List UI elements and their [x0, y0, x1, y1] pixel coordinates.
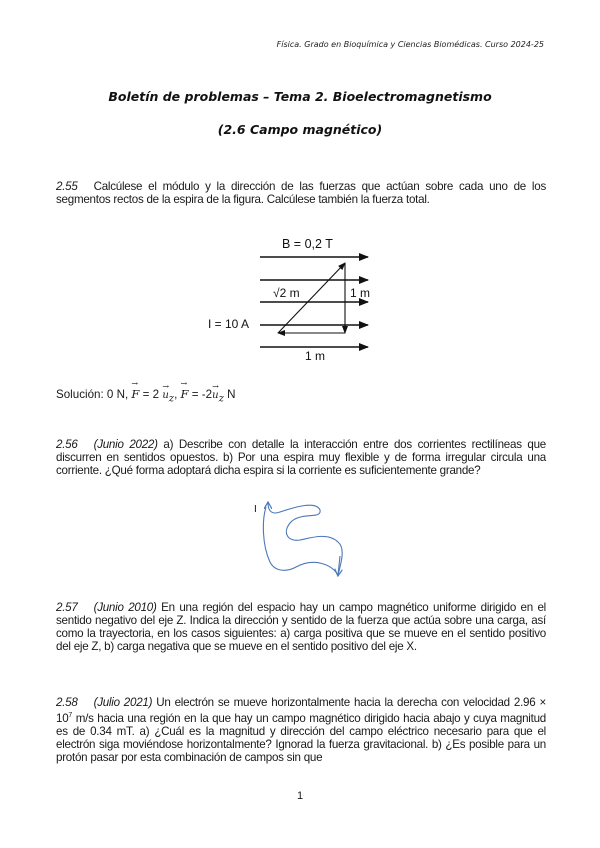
- force-vector-symbol: → F: [131, 387, 139, 401]
- flexible-loop: [263, 503, 342, 575]
- unit-vector-symbol: → u: [212, 390, 218, 401]
- current-symbol-label: I: [254, 504, 257, 515]
- problem-text: a) Describe con detalle la interacción entre dos corrientes rectilíneas que discurren en sentidos opuestos. b) Por una espira muy flexible y de forma irregular circula una corriente. ¿Qué forma adoptará dicha espira si la corriente es suficientemente grande?: [56, 438, 547, 477]
- problem-text-continued: m/s hacia una región en la que hay un campo magnético dirigido hacia abajo y cuya magnitud es de 0.34 mT. a) ¿Cuál es la magnitud y dirección del campo eléctrico necesario para que el electrón siga moviéndose horizontalmente? Ignorad la fuerza gravitacional. b) ¿Es posible para un protón pasar por esta combinación de campos sin que: [56, 711, 546, 764]
- solution-separator: ,: [174, 388, 181, 401]
- unit-vector-symbol: → u: [162, 390, 168, 401]
- exponent: 7: [68, 712, 73, 719]
- unit-vector-subscript: z: [218, 393, 224, 405]
- vertical-length-label: 1 m: [350, 286, 371, 300]
- problem-text: Un electrón se mueve horizontalmente hacia la derecha con velocidad 2.96 × 10: [56, 696, 546, 725]
- solution-prefix: Solución: 0 N,: [56, 388, 132, 401]
- diagonal-length-label: √2 m: [273, 286, 300, 300]
- force-vector-symbol: → F: [181, 387, 189, 401]
- problem-text: En una región del espacio hay un campo magnético uniforme dirigido en el sentido negativo del eje Z. Indica la dirección y sentido de la fuerza que actúa sobre una carga, así como la trayectoria, en los casos siguientes: a) carga positiva que se mueve en el sentido positivo del eje Z, b) carga negativa que se mueve en el sentido positivo del eje X.: [56, 601, 546, 653]
- current-direction-arrow: [338, 556, 340, 575]
- problem-number: 2.58: [56, 696, 78, 709]
- problem-2-56: [56, 438, 546, 477]
- problem-2-58: [56, 696, 546, 764]
- page-header: Física. Grado en Bioquímica y Ciencias Biomédicas. Curso 2024-25: [276, 40, 544, 49]
- solution-equals: = 2: [139, 388, 163, 401]
- problem-2-55: [56, 180, 546, 206]
- problem-number: 2.55: [56, 180, 78, 193]
- solution-unit: N: [223, 388, 236, 401]
- page-number: 1: [296, 790, 304, 802]
- problem-2-57: [56, 601, 546, 653]
- problem-number: 2.57: [56, 601, 78, 614]
- loop-hypotenuse: [278, 263, 345, 333]
- solution-equals: = -2: [188, 388, 213, 401]
- current-label: I = 10 A: [208, 317, 250, 331]
- problem-number: 2.56: [56, 438, 78, 451]
- problem-date: (Junio 2010): [93, 601, 157, 614]
- document-subtitle: (2.6 Campo magnético): [217, 122, 383, 137]
- unit-vector-subscript: z: [168, 393, 175, 405]
- problem-date: (Junio 2022): [93, 438, 158, 451]
- document-title: Boletín de problemas – Tema 2. Bioelectromagnetismo: [108, 89, 492, 104]
- solution-2-55: [56, 387, 235, 404]
- problem-text: Calcúlese el módulo y la dirección de las fuerzas que actúan sobre cada uno de los segmentos rectos de la espira de la figura. Calcúlese también la fuerza total.: [56, 180, 546, 206]
- problem-date: (Julio 2021): [93, 696, 153, 709]
- magnetic-field-lines: [260, 257, 371, 347]
- bottom-length-label: 1 m: [305, 349, 326, 363]
- current-loop: [278, 263, 345, 333]
- field-label: B = 0,2 T: [282, 237, 333, 251]
